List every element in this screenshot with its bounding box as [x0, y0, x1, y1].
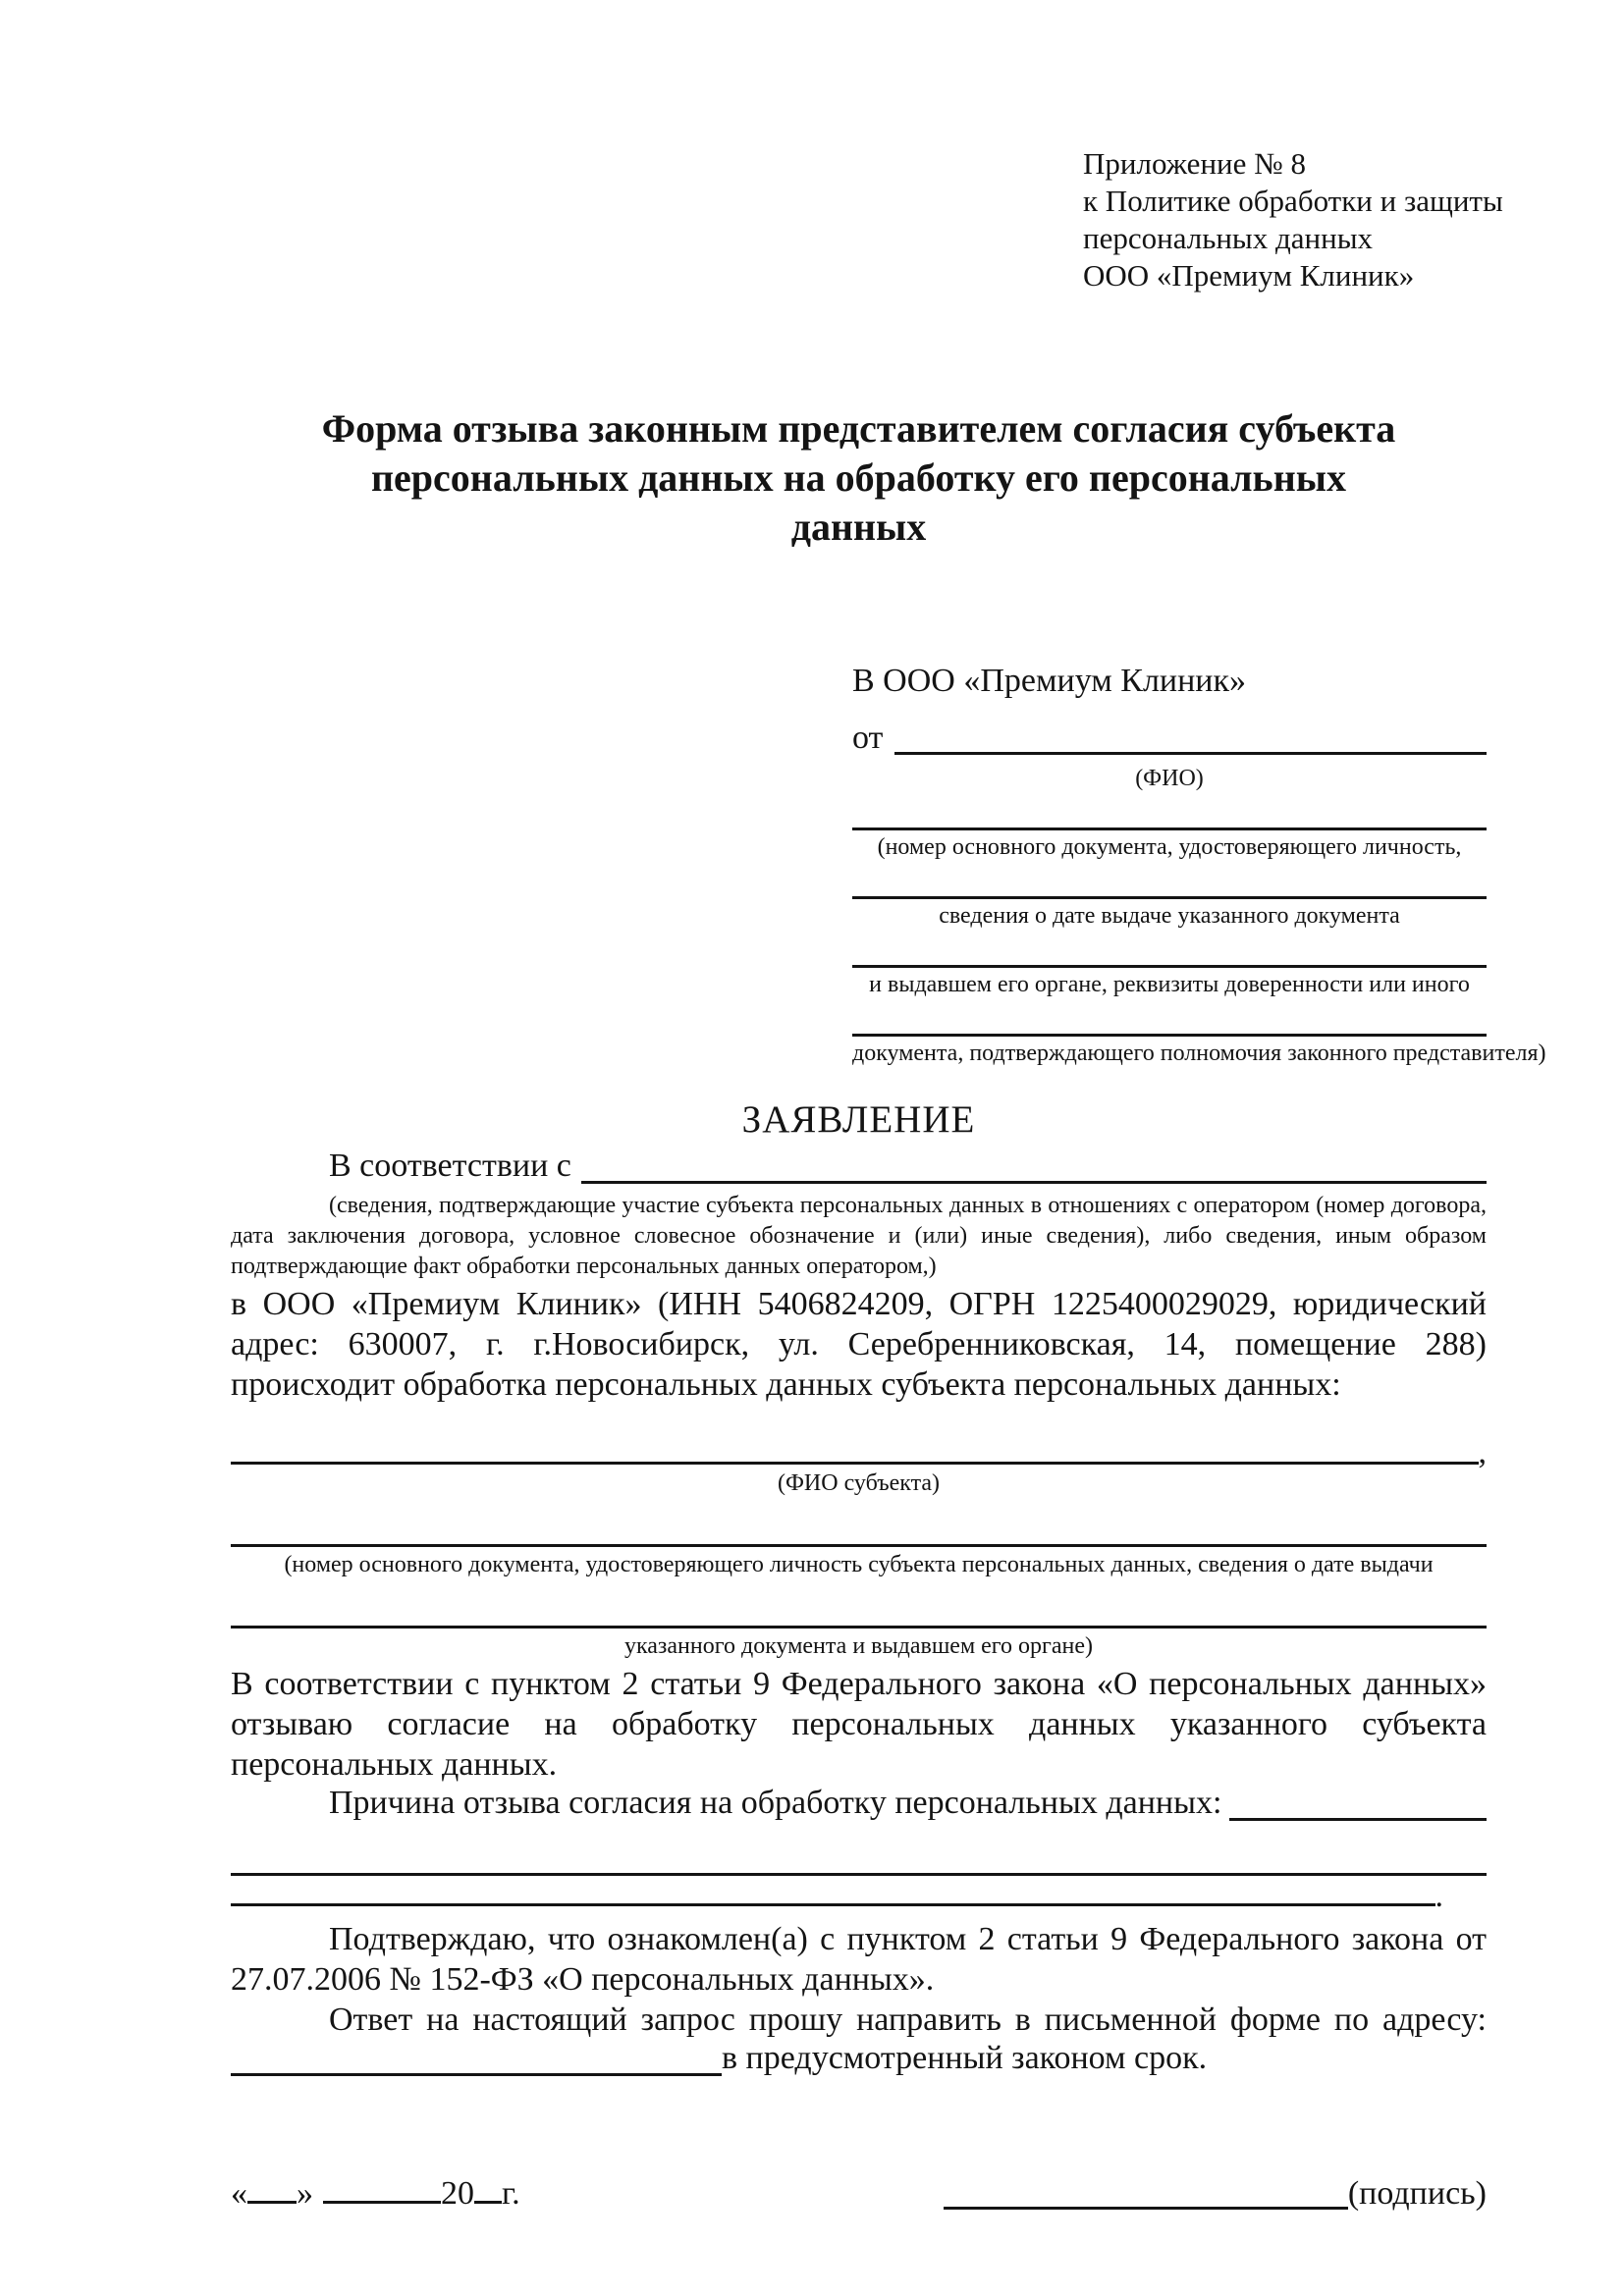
- reply-address-blank-line: [231, 2040, 722, 2076]
- reason-field-row: [231, 1785, 1487, 1826]
- representative-doc-field-4: [852, 998, 1546, 1067]
- appendix-line-3: персональных данных: [1083, 221, 1374, 255]
- subject-doc-blank-line-1: [231, 1497, 1487, 1547]
- subject-fio-caption: (ФИО субъекта): [777, 1470, 941, 1496]
- confirm-paragraph: Подтверждаю, что ознакомлен(а) с пунктом 2 статьи 9 Федерального закона от 27.07.2006 № 152-ФЗ «О персональных данных».: [231, 1921, 1487, 1998]
- subject-fio-row: [231, 1430, 1487, 1469]
- subject-doc-caption-2: указанного документа и выдавшем его органе): [623, 1633, 1094, 1659]
- reason-period: .: [1435, 1878, 1443, 1914]
- field-caption-2: сведения о дате выдаче указанного документа: [939, 903, 1400, 929]
- reason-blank-line-2: [231, 1842, 1487, 1876]
- subject-doc-caption-1: (номер основного документа, удостоверяющего личность субъекта персональных данных, сведения о дате выдачи: [284, 1552, 1434, 1577]
- subject-doc-blank-line-2: [231, 1578, 1487, 1629]
- signature-blank-line: [944, 2173, 1348, 2210]
- representative-doc-field-1: [852, 792, 1487, 861]
- field-caption-3: и выдавшем его органе, реквизиты доверенности или иного: [869, 972, 1470, 997]
- date-year-suffix: г.: [502, 2175, 520, 2212]
- basis-field-row: [231, 1148, 1487, 1189]
- reason-blank-line-3: [231, 1876, 1435, 1906]
- basis-label: В соответствии с: [329, 1148, 571, 1184]
- date-year-blank-line: [474, 2171, 502, 2204]
- appendix-line-1: Приложение № 8: [1083, 146, 1306, 181]
- fio-caption: (ФИО): [1135, 766, 1204, 791]
- date-quote-open: «: [231, 2175, 247, 2212]
- reason-label: Причина отзыва согласия на обработку персональных данных:: [329, 1785, 1222, 1821]
- reason-blank-line-3-row: [231, 1876, 1487, 1914]
- appendix-line-4: ООО «Премиум Клиник»: [1083, 258, 1415, 293]
- operator-paragraph: в ООО «Премиум Клиник» (ИНН 5406824209, ОГРН 1225400029029, юридический адрес: 630007, г. г.Новосибирск, ул. Серебренниковская, 14, помещение 288) происходит обработка персональных данных субъекта персональных данных:: [231, 1286, 1487, 1403]
- blank-line: [852, 930, 1487, 968]
- representative-doc-field-2: [852, 861, 1487, 930]
- addressee-block: [852, 662, 1546, 1067]
- subject-fio-blank-line: [231, 1430, 1479, 1465]
- representative-doc-field-3: [852, 930, 1487, 998]
- date-month-blank-line: [323, 2171, 441, 2204]
- date-field-group: [231, 2171, 520, 2215]
- blank-line: [852, 861, 1487, 899]
- reply-request-line: Ответ на настоящий запрос прошу направить в письменной форме по адресу:: [329, 2002, 1487, 2038]
- basis-blank-line: [581, 1148, 1487, 1184]
- reply-tail-text: в предусмотренный законом срок.: [722, 2040, 1208, 2076]
- field-caption-4: документа, подтверждающего полномочия законного представителя): [852, 1041, 1546, 1066]
- signature-field-group: [944, 2173, 1487, 2215]
- date-quote-close: »: [297, 2175, 313, 2212]
- appendix-line-2: к Политике обработки и защиты: [1083, 184, 1503, 218]
- field-caption-1: (номер основного документа, удостоверяющего личность,: [877, 834, 1462, 860]
- from-label: от: [852, 720, 884, 756]
- from-field-row: [852, 719, 1487, 760]
- signature-caption: (подпись): [1347, 2175, 1487, 2212]
- appendix-block: [1083, 145, 1503, 294]
- date-year-prefix: 20: [441, 2175, 474, 2212]
- from-blank-line: [894, 719, 1487, 755]
- statement-heading: ЗАЯВЛЕНИЕ: [741, 1098, 976, 1141]
- footer-row: [231, 2171, 1487, 2215]
- document-title: Форма отзыва законным представителем согласия субъекта персональных данных на обработку его персональных данных: [321, 406, 1396, 549]
- basis-caption: (сведения, подтверждающие участие субъекта персональных данных в отношениях с оператором (номер договора, дата заключения договора, условное словесное обозначение и (или) иные сведения), либо сведения, иным образом подтверждающие факт обработки персональных данных оператором,): [231, 1193, 1487, 1279]
- withdraw-paragraph: В соответствии с пунктом 2 статьи 9 Федерального закона «О персональных данных» отзываю согласие на обработку персональных данных указанного субъекта персональных данных.: [231, 1666, 1487, 1783]
- date-day-blank-line: [247, 2171, 297, 2204]
- reason-blank-line: [1229, 1785, 1487, 1821]
- addressee-to: В ООО «Премиум Клиник»: [852, 663, 1247, 699]
- reply-address-row: [231, 2040, 1487, 2081]
- blank-line: [852, 998, 1487, 1037]
- blank-line: [852, 792, 1487, 830]
- subject-fio-comma: ,: [1478, 1434, 1487, 1470]
